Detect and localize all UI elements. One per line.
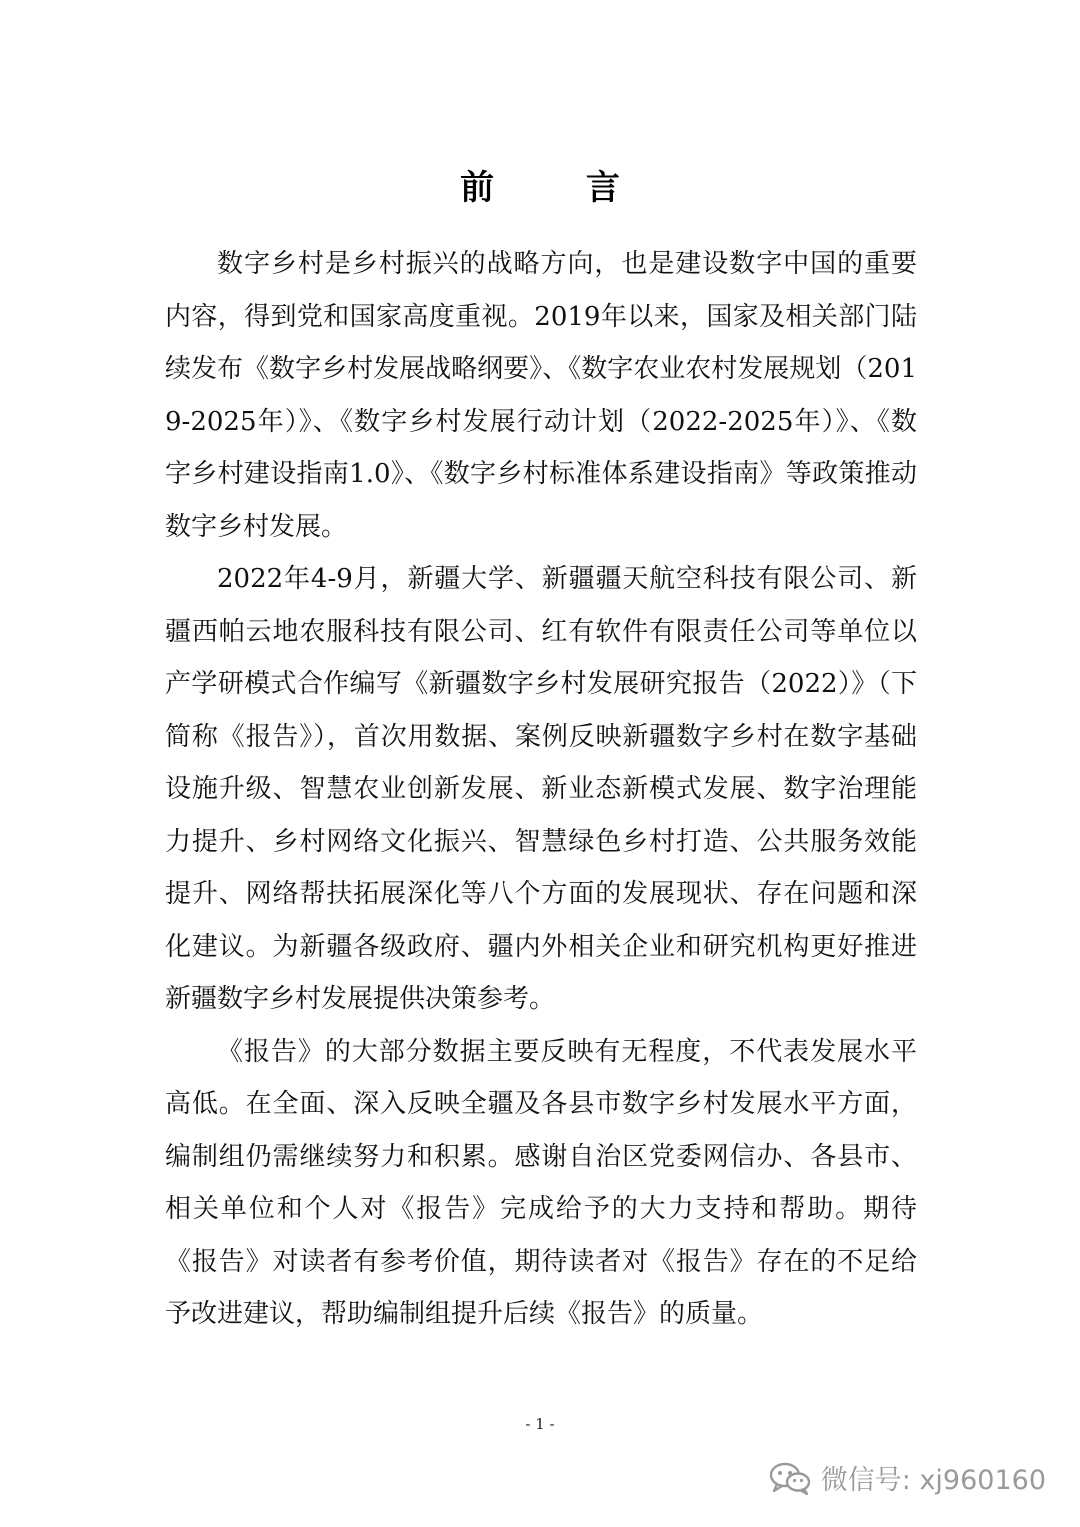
wechat-icon [769, 1461, 811, 1495]
page-number: - 1 - [525, 1415, 555, 1433]
paragraph-2: 2022年4-9月，新疆大学、新疆疆天航空科技有限公司、新疆西帕云地农服科技有限公司、红有软件有限责任公司等单位以产学研模式合作编写《新疆数字乡村发展研究报告（2022）》（下简称《报告》），首次用数据、案例反映新疆数字乡村在数字基础设施升级、智慧农业创新发展、新业态新模式发展、数字治理能力提升、乡村网络文化振兴、智慧绿色乡村打造、公共服务效能提升、网络帮扶拓展深化等八个方面的发展现状、存在问题和深化建议。为新疆各级政府、疆内外相关企业和研究机构更好推进新疆数字乡村发展提供决策参考。 [165, 564, 917, 1014]
body-text [165, 238, 917, 1341]
watermark-text: 微信号: xj960160 [820, 1465, 1046, 1496]
wechat-watermark [769, 1458, 1046, 1497]
page-title: 前 言 [460, 168, 660, 208]
paragraph-1: 数字乡村是乡村振兴的战略方向，也是建设数字中国的重要内容，得到党和国家高度重视。2019年以来，国家及相关部门陆续发布《数字乡村发展战略纲要》、《数字农业农村发展规划（2019-2025年）》、《数字乡村发展行动计划（2022-2025年）》、《数字乡村建设指南1.0》、《数字乡村标准体系建设指南》等政策推动数字乡村发展。 [165, 249, 917, 542]
paragraph-3: 《报告》的大部分数据主要反映有无程度，不代表发展水平高低。在全面、深入反映全疆及各县市数字乡村发展水平方面，编制组仍需继续努力和积累。感谢自治区党委网信办、各县市、相关单位和个人对《报告》完成给予的大力支持和帮助。期待《报告》对读者有参考价值，期待读者对《报告》存在的不足给予改进建议，帮助编制组提升后续《报告》的质量。 [165, 1036, 917, 1329]
